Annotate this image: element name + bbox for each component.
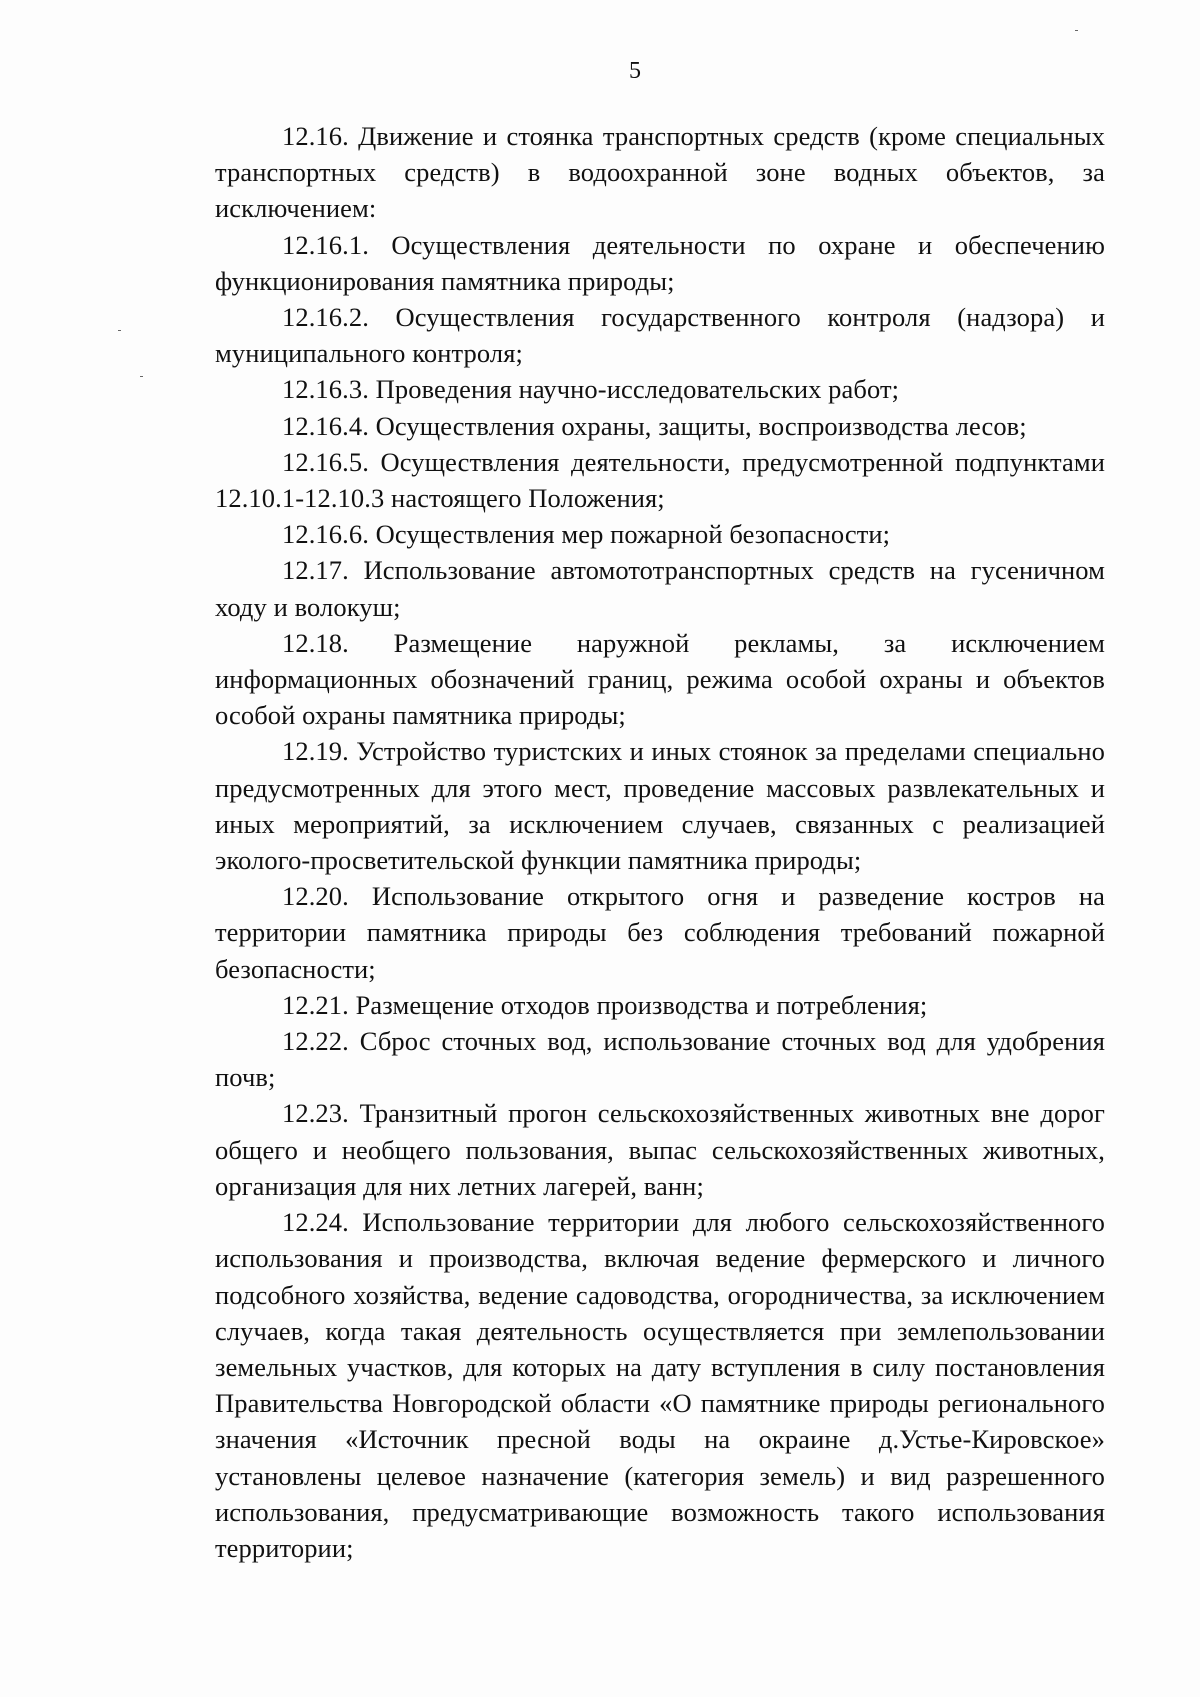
scan-speck bbox=[140, 376, 143, 377]
paragraph-12-18: 12.18. Размещение наружной рекламы, за исключением информационных обозначений границ, режима особой охраны и объектов особой охраны памятника природы; bbox=[215, 627, 1105, 731]
paragraph-12-17: 12.17. Использование автомототранспортных средств на гусеничном ходу и волокуш; bbox=[215, 555, 1105, 622]
paragraph-12-20: 12.20. Использование открытого огня и разведение костров на территории памятника природы без соблюдения требований пожарной безопасности; bbox=[215, 881, 1105, 984]
paragraph-12-16-6: 12.16.6. Осуществления мер пожарной безопасности; bbox=[282, 519, 891, 550]
paragraph-12-21: 12.21. Размещение отходов производства и потребления; bbox=[282, 989, 928, 1020]
scan-speck bbox=[118, 330, 121, 331]
paragraph-12-23: 12.23. Транзитный прогон сельскохозяйственных животных вне дорог общего и необщего пользования, выпас сельскохозяйственных животных, организация для них летних лагерей, ванн; bbox=[215, 1098, 1105, 1201]
paragraph-12-16: 12.16. Движение и стоянка транспортных средств (кроме специальных транспортных средств) в водоохранной зоне водных объектов, за исключением: bbox=[215, 121, 1105, 224]
paragraph-12-24: 12.24. Использование территории для любого сельскохозяйственного использования и производства, включая ведение фермерского и личного подсобного хозяйства, ведение садоводства, огородничества, за исключением случаев, когда такая деятельность осуществляется при землепользовании земельных участков, для которых на дату вступления в силу постановления Правительства Новгородской области «О памятнике природы регионального значения «Источник пресной воды на окраине д.Устье-Кировское» установлены целевое назначение (категория земель) и вид разрешенного использования, предусматривающие возможность такого использования территории; bbox=[215, 1207, 1105, 1563]
paragraph-12-16-5: 12.16.5. Осуществления деятельности, предусмотренной подпунктами 12.10.1-12.10.3 настоящего Положения; bbox=[215, 446, 1105, 514]
paragraph-12-16-3: 12.16.3. Проведения научно-исследовательских работ; bbox=[282, 374, 900, 405]
document-body bbox=[215, 118, 1105, 1566]
paragraph-12-22: 12.22. Сброс сточных вод, использование сточных вод для удобрения почв; bbox=[215, 1026, 1105, 1093]
scan-speck bbox=[1075, 30, 1078, 31]
paragraph-12-16-1: 12.16.1. Осуществления деятельности по охране и обеспечению функционирования памятника природы; bbox=[215, 229, 1105, 296]
paragraph-12-16-2: 12.16.2. Осуществления государственного контроля (надзора) и муниципального контроля; bbox=[215, 302, 1105, 369]
paragraph-12-16-4: 12.16.4. Осуществления охраны, защиты, воспроизводства лесов; bbox=[282, 410, 1027, 441]
page-number: 5 bbox=[629, 58, 641, 84]
paragraph-12-19: 12.19. Устройство туристских и иных стоянок за пределами специально предусмотренных для этого мест, проведение массовых развлекательных и иных мероприятий, за исключением случаев, связанных с реализацией эколого-просветительской функции памятника природы; bbox=[215, 736, 1105, 876]
